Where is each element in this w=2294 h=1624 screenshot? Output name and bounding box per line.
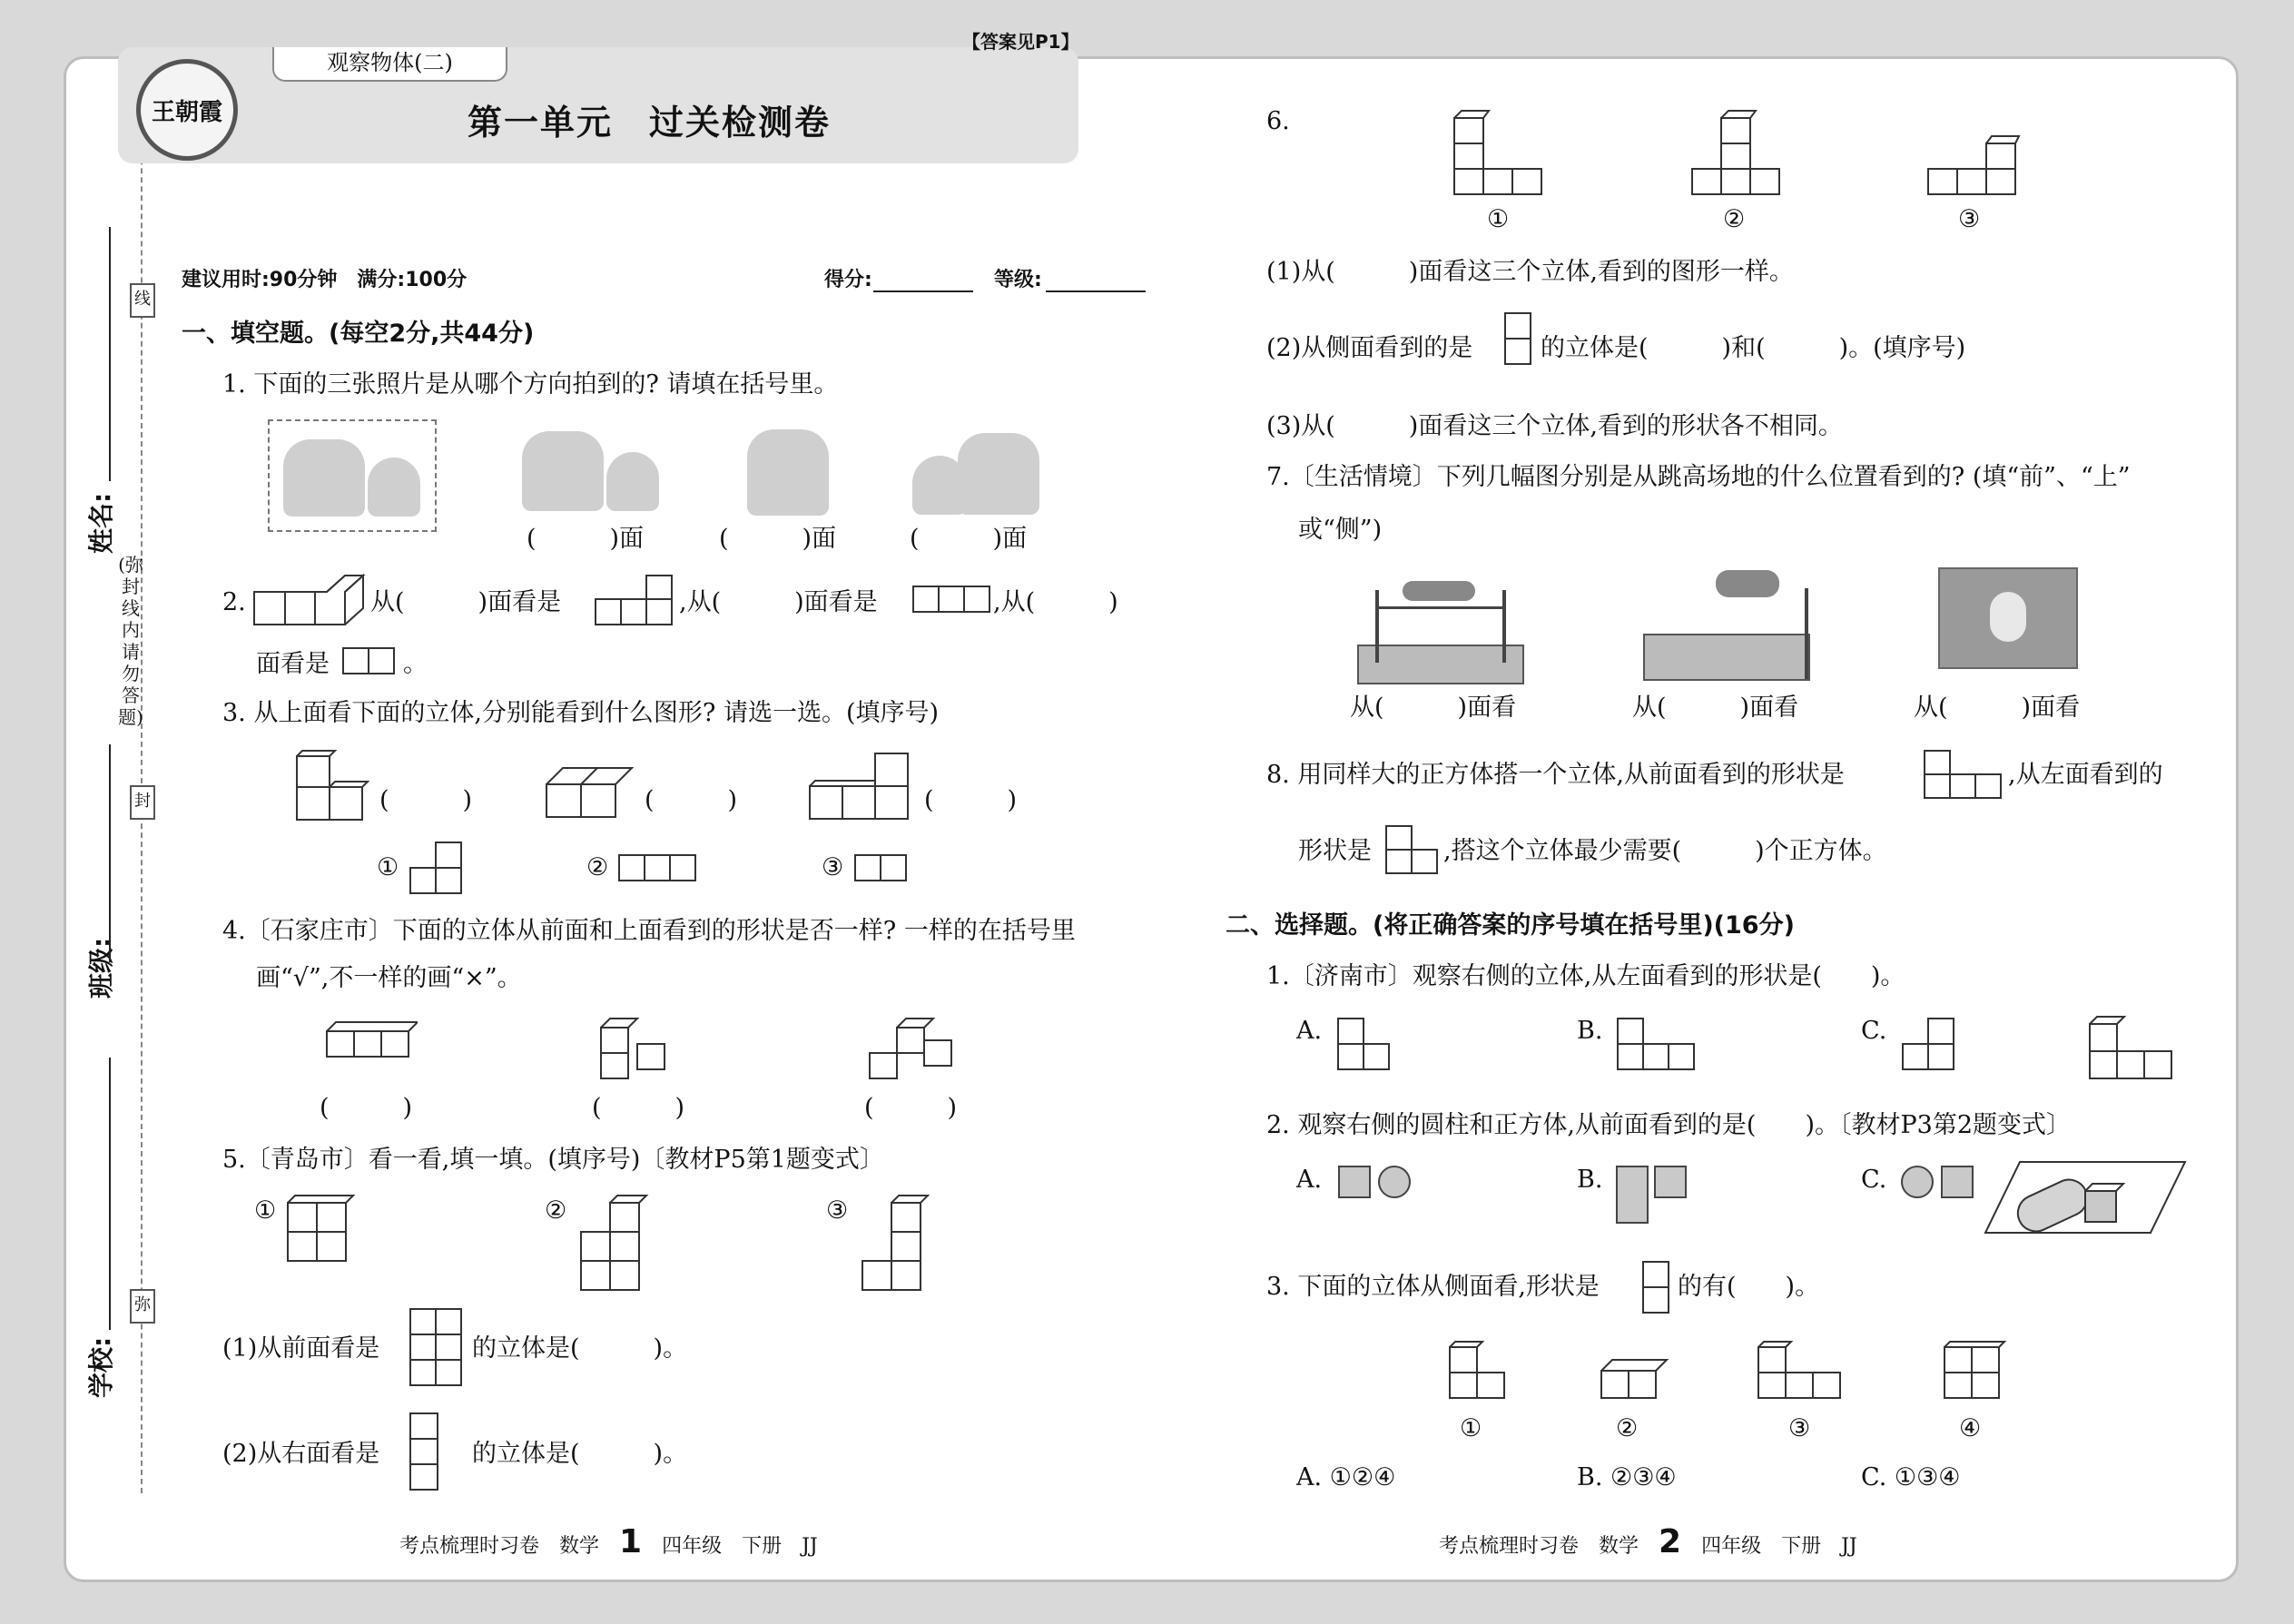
q1-blank-3[interactable]: ( )面 — [910, 525, 1028, 553]
c2-option-b-label: B. — [1577, 1166, 1603, 1194]
q5-1-view — [409, 1307, 467, 1391]
q3-solid-3 — [808, 746, 919, 822]
q6-label-1: ① — [1487, 205, 1510, 233]
q3-text: 3. 从上面看下面的立体,分别能看到什么图形? 请选一选。(填序号) — [222, 699, 940, 727]
q5-2-text-a: (2)从右面看是 — [222, 1440, 380, 1468]
c3-option-b[interactable]: B. ②③④ — [1577, 1463, 1677, 1491]
q4-text-1: 4.〔石家庄市〕下面的立体从前面和上面看到的形状是否一样? 一样的在括号里 — [222, 917, 1076, 945]
unit-tab: 观察物体(二) — [272, 47, 507, 82]
binding-notice: (弥封线内请勿答题) — [118, 554, 143, 728]
c3-text-b: 的有( )。 — [1678, 1273, 1820, 1301]
q5-solid-2-label: ② — [545, 1196, 567, 1225]
c1-option-a-label: A. — [1296, 1017, 1323, 1045]
c2-option-c-square[interactable] — [1941, 1166, 1974, 1198]
q8-text-a: 8. 用同样大的正方体搭一个立体,从前面看到的形状是 — [1266, 761, 1845, 789]
q2-text-3: ,从( ) — [993, 588, 1118, 616]
q7-text-1: 7.〔生活情境〕下列几幅图分别是从跳高场地的什么位置看到的? (填“前”、“上” — [1266, 463, 2131, 491]
q3-option-2-label: ② — [586, 853, 609, 881]
seal-feng: 封 — [130, 785, 155, 820]
seal-xian: 线 — [130, 283, 155, 318]
c2-option-b-rect[interactable] — [1616, 1166, 1649, 1224]
q5-text: 5.〔青岛市〕看一看,填一填。(填序号)〔教材P5第1题变式〕 — [222, 1146, 884, 1174]
q5-2-text-b: 的立体是( )。 — [472, 1440, 688, 1468]
q2-solid-figure — [252, 574, 366, 626]
section-fill-blank: 一、填空题。(每空2分,共44分) — [182, 320, 535, 348]
q2-text-4: 面看是 — [256, 650, 330, 678]
c2-option-a-circle[interactable] — [1378, 1166, 1411, 1198]
q6-2-text-a: (2)从侧面看到的是 — [1266, 334, 1473, 362]
q7-blank-1[interactable]: 从( )面看 — [1350, 694, 1517, 722]
school-field[interactable] — [109, 1058, 111, 1330]
q4-blank-1[interactable]: ( ) — [320, 1094, 413, 1122]
c3-option-c[interactable]: C. ①③④ — [1861, 1463, 1961, 1491]
q2-view-1 — [594, 574, 675, 626]
high-jump-side-image — [1643, 570, 1816, 681]
q2-text-5: 。 — [403, 650, 428, 678]
q3-option-3-label: ③ — [822, 853, 844, 881]
score-field[interactable] — [873, 290, 973, 292]
q5-1-text-a: (1)从前面看是 — [222, 1334, 380, 1363]
c3-label-4: ④ — [1959, 1414, 1982, 1442]
c2-option-a-square[interactable] — [1338, 1166, 1371, 1198]
q5-solid-2 — [577, 1194, 659, 1294]
c1-solid — [2088, 1015, 2190, 1084]
q3-blank-3[interactable]: ( ) — [924, 786, 1018, 814]
q8-left-view — [1384, 824, 1439, 877]
q6-solid-2 — [1690, 105, 1785, 198]
q6-1-text: (1)从( )面看这三个立体,看到的图形一样。 — [1266, 258, 1794, 286]
q2-view-3 — [341, 646, 399, 677]
elephant-photo-back — [908, 428, 1044, 519]
grade-field[interactable] — [1046, 290, 1146, 292]
c2-option-c-circle[interactable] — [1901, 1166, 1934, 1198]
q3-blank-1[interactable]: ( ) — [379, 786, 473, 814]
q7-text-2: 或“侧”) — [1298, 516, 1383, 544]
q6-number: 6. — [1266, 107, 1290, 135]
footer-right: 考点梳理时习卷 数学 2 四年级 下册 JJ — [1439, 1523, 1857, 1560]
publisher-logo: 王朝霞 — [136, 59, 238, 161]
q4-solid-1 — [325, 1015, 418, 1069]
c1-option-a-shape[interactable] — [1336, 1017, 1393, 1071]
c1-option-b-label: B. — [1577, 1017, 1603, 1045]
q3-option-1-label: ① — [377, 853, 399, 881]
q5-solid-1-label: ① — [254, 1196, 277, 1225]
q2-view-2 — [911, 585, 993, 615]
q2-text-2: ,从( )面看是 — [679, 588, 878, 616]
q4-solid-3 — [868, 1009, 970, 1084]
c3-solid-4 — [1943, 1340, 2008, 1403]
high-jump-top-image — [1938, 567, 2078, 669]
c2-text: 2. 观察右侧的圆柱和正方体,从前面看到的是( )。〔教材P3第2题变式〕 — [1266, 1111, 2072, 1139]
school-label: 学校: — [86, 1336, 116, 1398]
q8-text-c: 形状是 — [1298, 837, 1372, 865]
q3-option-3-shape — [853, 853, 910, 884]
grade-label: 等级: — [994, 269, 1042, 291]
elephant-photo-sample — [268, 419, 437, 532]
c3-label-3: ③ — [1788, 1414, 1811, 1442]
q8-text-d: ,搭这个立体最少需要( )个正方体。 — [1443, 837, 1887, 865]
name-field[interactable] — [109, 227, 111, 481]
score-label: 得分: — [824, 269, 872, 291]
q3-solid-2 — [545, 764, 655, 821]
c3-option-a[interactable]: A. ①②④ — [1296, 1463, 1396, 1491]
q1-blank-2[interactable]: ( )面 — [719, 525, 837, 553]
c3-solid-3 — [1757, 1340, 1849, 1403]
q3-option-1-shape — [409, 841, 465, 895]
q2-number: 2. — [222, 588, 246, 616]
q6-2-view — [1503, 311, 1534, 369]
c1-option-b-shape[interactable] — [1616, 1017, 1698, 1071]
q6-solid-1 — [1452, 105, 1547, 198]
q6-label-2: ② — [1723, 205, 1746, 233]
q6-3-text: (3)从( )面看这三个立体,看到的形状各不相同。 — [1266, 412, 1843, 440]
q3-blank-2[interactable]: ( ) — [645, 786, 738, 814]
q7-blank-3[interactable]: 从( )面看 — [1914, 694, 2081, 722]
c2-option-b-square[interactable] — [1654, 1166, 1687, 1198]
q1-blank-1[interactable]: ( )面 — [527, 525, 645, 553]
time-score: 建议用时:90分钟 满分:100分 — [182, 269, 468, 291]
q6-solid-3 — [1926, 131, 2021, 200]
c3-view — [1641, 1260, 1672, 1316]
answer-reference: 【答案见P1】 — [962, 31, 1079, 53]
c3-text-a: 3. 下面的立体从侧面看,形状是 — [1266, 1273, 1600, 1301]
c3-label-1: ① — [1460, 1414, 1482, 1442]
c1-option-c-label: C. — [1861, 1017, 1887, 1045]
c3-label-2: ② — [1616, 1414, 1639, 1442]
q4-blank-2[interactable]: ( ) — [592, 1094, 685, 1122]
q2-text-1: 从( )面看是 — [370, 588, 562, 616]
c3-solid-2 — [1600, 1358, 1672, 1403]
q8-front-view — [1923, 749, 2003, 802]
elephant-photo-front — [517, 427, 663, 517]
q5-solid-1 — [286, 1194, 359, 1265]
q5-2-view — [409, 1412, 441, 1495]
c2-cylinder-cube-figure — [1984, 1160, 2188, 1235]
class-field[interactable] — [109, 744, 111, 962]
q5-solid-3-label: ③ — [826, 1196, 849, 1225]
q4-blank-3[interactable]: ( ) — [864, 1094, 958, 1122]
c1-option-c-shape[interactable] — [1901, 1017, 1957, 1071]
section-choice: 二、选择题。(将正确答案的序号填在括号里)(16分) — [1226, 911, 1795, 940]
q4-text-2: 画“√”,不一样的画“×”。 — [256, 964, 522, 992]
c3-solid-1 — [1448, 1340, 1513, 1403]
seal-mi: 弥 — [130, 1289, 155, 1324]
q3-solid-1 — [295, 749, 369, 822]
class-label: 班级: — [86, 937, 116, 999]
high-jump-front-image — [1357, 581, 1521, 681]
q5-1-text-b: 的立体是( )。 — [472, 1334, 688, 1363]
q7-blank-2[interactable]: 从( )面看 — [1632, 694, 1799, 722]
footer-left: 考点梳理时习卷 数学 1 四年级 下册 JJ — [399, 1523, 818, 1560]
c1-text: 1.〔济南市〕观察右侧的立体,从左面看到的形状是( )。 — [1266, 962, 1905, 990]
q6-label-3: ③ — [1958, 205, 1981, 233]
page-title: 第一单元 过关检测卷 — [468, 103, 832, 143]
q8-text-b: ,从左面看到的 — [2008, 761, 2163, 789]
q3-option-2-shape — [617, 853, 699, 884]
q6-2-text-b: 的立体是( )和( )。(填序号) — [1541, 334, 1966, 362]
q5-solid-3 — [859, 1194, 930, 1294]
q1-text: 1. 下面的三张照片是从哪个方向拍到的? 请填在括号里。 — [222, 370, 839, 399]
q4-solid-2 — [599, 1009, 690, 1082]
name-label: 姓名: — [86, 492, 116, 554]
elephant-photo-side — [743, 425, 833, 520]
c2-option-c-label: C. — [1861, 1166, 1887, 1194]
c2-option-a-label: A. — [1296, 1166, 1323, 1194]
